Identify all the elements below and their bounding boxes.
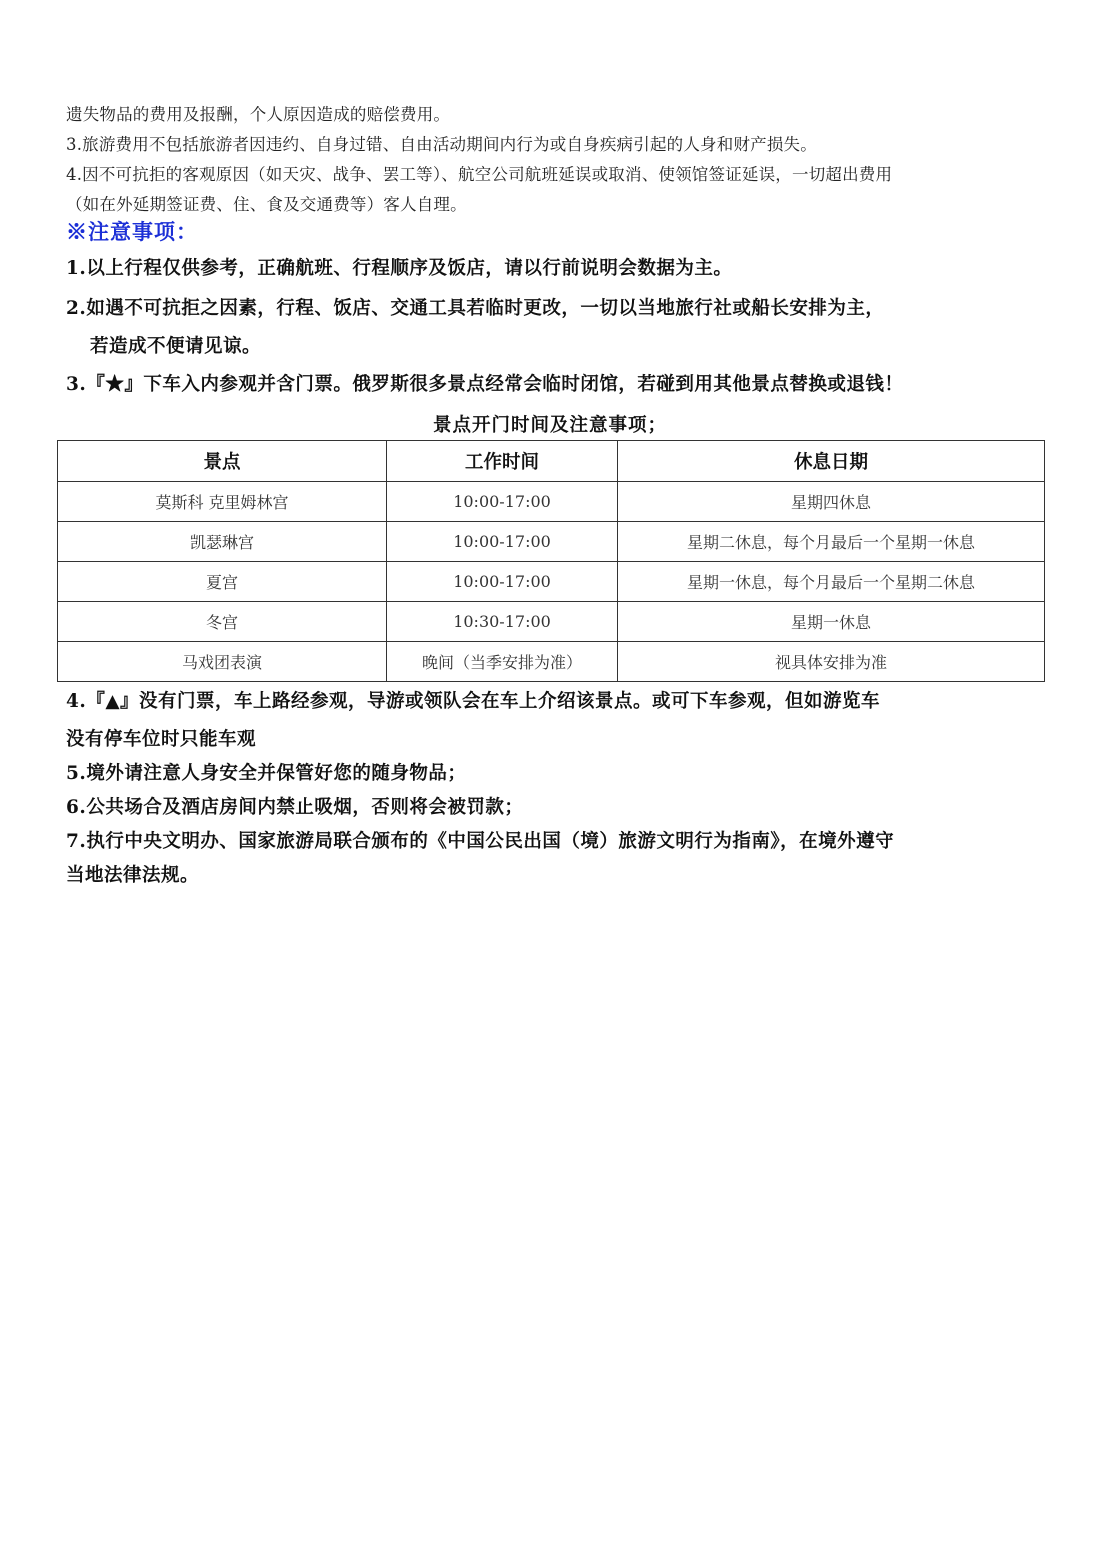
attraction-hours-table	[57, 440, 1045, 682]
attraction-cell: 冬宫	[58, 602, 387, 642]
attraction-cell: 凯瑟琳宫	[58, 522, 387, 562]
closed-days-cell: 视具体安排为准	[618, 642, 1045, 682]
intro-line: 4.因不可抗拒的客观原因（如天灾、战争、罢工等）、航空公司航班延误或取消、使领馆签证延误，一切超出费用	[66, 165, 893, 184]
notice-item: 2.如遇不可抗拒之因素，行程、饭店、交通工具若临时更改，一切以当地旅行社或船长安排为主，	[66, 298, 885, 319]
notice-item: 5.境外请注意人身安全并保管好您的随身物品；	[66, 763, 467, 784]
intro-line: 遗失物品的费用及报酬，个人原因造成的赔偿费用。	[66, 105, 451, 124]
notice-item-continuation: 没有停车位时只能车观	[66, 729, 257, 750]
attraction-cell: 夏宫	[58, 562, 387, 602]
notice-item: 6.公共场合及酒店房间内禁止吸烟，否则将会被罚款；	[66, 797, 524, 818]
hours-cell: 10:00-17:00	[387, 562, 618, 602]
notice-item-continuation: 若造成不便请见谅。	[90, 336, 262, 357]
hours-cell: 10:00-17:00	[387, 522, 618, 562]
closed-days-cell: 星期一休息	[618, 602, 1045, 642]
notice-item-continuation: 当地法律法规。	[66, 865, 200, 886]
notice-item: 4.『▲』没有门票，车上路经参观，导游或领队会在车上介绍该景点。或可下车参观，但如游览车	[66, 691, 881, 712]
table-row	[58, 562, 1045, 602]
hours-cell: 10:30-17:00	[387, 602, 618, 642]
table-caption: 景点开门时间及注意事项；	[432, 415, 667, 436]
closed-days-cell: 星期四休息	[618, 482, 1045, 522]
table-row	[58, 602, 1045, 642]
notice-heading: ※注意事项：	[66, 219, 198, 244]
notice-item: 7.执行中央文明办、国家旅游局联合颁布的《中国公民出国（境）旅游文明行为指南》，在境外遵守	[66, 831, 895, 852]
notice-item: 1.以上行程仅供参考，正确航班、行程顺序及饭店，请以行前说明会数据为主。	[66, 258, 733, 279]
column-header-attraction: 景点	[58, 441, 387, 482]
intro-line: （如在外延期签证费、住、食及交通费等）客人自理。	[66, 195, 467, 214]
closed-days-cell: 星期一休息，每个月最后一个星期二休息	[618, 562, 1045, 602]
table-row	[58, 522, 1045, 562]
hours-cell: 晚间（当季安排为准）	[387, 642, 618, 682]
intro-line: 3.旅游费用不包括旅游者因违约、自身过错、自由活动期间内行为或自身疾病引起的人身和财产损失。	[66, 135, 817, 154]
table-row	[58, 482, 1045, 522]
column-header-hours: 工作时间	[387, 441, 618, 482]
table-row	[58, 642, 1045, 682]
notice-item: 3.『★』下车入内参观并含门票。俄罗斯很多景点经常会临时闭馆，若碰到用其他景点替换或退钱！	[66, 374, 904, 395]
table-header-row	[58, 441, 1045, 482]
closed-days-cell: 星期二休息，每个月最后一个星期一休息	[618, 522, 1045, 562]
hours-cell: 10:00-17:00	[387, 482, 618, 522]
column-header-closed-days: 休息日期	[618, 441, 1045, 482]
attraction-cell: 马戏团表演	[58, 642, 387, 682]
attraction-cell: 莫斯科 克里姆林宫	[58, 482, 387, 522]
